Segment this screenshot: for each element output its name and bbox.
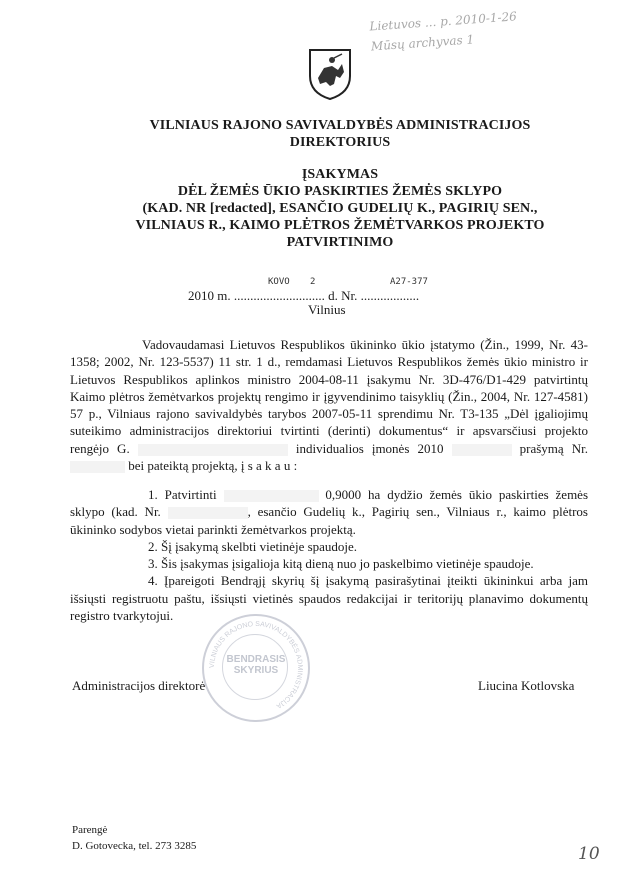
item-1-text: 1. Patvirtinti [148, 487, 217, 502]
stamped-month: KOVO [268, 277, 290, 287]
coat-of-arms-icon [306, 48, 354, 100]
order-items [70, 486, 588, 624]
prepared-contact: D. Gotovecka, tel. 273 3285 [72, 840, 197, 852]
preamble-text: Vadovaudamasi Lietuvos Respublikos ūkininko ūkio įstatymo (Žin., 1999, Nr. 43-1358; 2002, Nr. 123-5537) 11 str. 1 d., remdamasi Lietuvos Respublikos žemės ūkio ministro ir Lietuvos Respublikos aplinkos ministro 2004-08-11 įsakymu Nr. 3D-476/D1-429 patvirtintų Kaimo plėtros žemėtvarkos projektų rengimo ir įgyvendinimo taisyklių (Žin., 2004, Nr. 127-4581) 57 p., Vilniaus rajono savivaldybės tarybos 2007-05-11 sprendimu Nr. T3-135 „Dėl įgaliojimų suteikimo administracijos direktoriui tvirtinti (derinti) dokumentus“ ir apsvarsčiusi projekto rengėjo G. [70, 337, 588, 456]
stamp-line-2: SKYRIUS [233, 665, 279, 676]
date-number-line [150, 277, 510, 315]
stamp-ring-text: VILNIAUS RAJONO SAVIVALDYBĖS ADMINISTRACIJA [208, 620, 304, 710]
preamble-text-3: prašymą Nr. [519, 440, 588, 456]
corner-note-line-1: Lietuvos ... p. 2010-1-26 [369, 9, 518, 34]
issuer-header [60, 117, 618, 151]
date-line-text: 2010 m. ............................ d. Nr. .................. [188, 288, 420, 303]
redacted-block [138, 444, 288, 456]
item-1-text-2: 0,9000 ha dydžio žemės ūkio paskirties žemės sklypo (kad. Nr. [70, 487, 589, 520]
stamp-line-1: BENDRASIS [226, 654, 286, 665]
title-line-1: ĮSAKYMAS [301, 167, 379, 182]
prepared-by [72, 822, 196, 854]
stamp-center-text [218, 654, 294, 676]
title-line-4: VILNIAUS R., KAIMO PLĖTROS ŽEMĖTVARKOS PROJEKTO [135, 218, 545, 233]
title-line-5: PATVIRTINIMO [286, 235, 394, 250]
signatory-name: Liucina Kotlovska [478, 678, 575, 693]
office-stamp [202, 614, 310, 722]
handwritten-page-number: 10 [578, 844, 600, 864]
preamble-text-4: bei pateiktą projektą, į s a k a u : [128, 458, 298, 474]
order-item-3: 3. Šis įsakymas įsigalioja kitą dieną nuo jo paskelbimo vietinėje spaudoje. [148, 556, 534, 572]
stamped-number: A27-377 [390, 277, 428, 287]
item-1-text-3: , esančio Gudelių k., Pagirių sen., Vilniaus r., kaimo plėtros ūkininko sodybos vietai parinkti žemėtvarkos projektą. [70, 504, 588, 537]
redacted-block [168, 507, 248, 519]
prepared-label: Parengė [72, 824, 108, 836]
redacted-block [70, 461, 125, 473]
order-item-4: 4. Įpareigoti Bendrąjį skyrių šį įsakymą pasirašytinai įteikti ūkininkui arba jam išsiųsti registruotu paštu, išsiųsti vietinės spaudos redakcijai ir teritorijų planavimo dokumentų registro tvarkytojui. [70, 573, 588, 624]
document-title [60, 166, 618, 251]
place: Vilnius [308, 302, 346, 317]
preamble-text-2: individualios įmonės 2010 [295, 440, 444, 456]
title-line-3: (KAD. NR [redacted], ESANČIO GUDELIŲ K., PAGIRIŲ SEN., [142, 201, 538, 216]
issuer-line-1: VILNIAUS RAJONO SAVIVALDYBĖS ADMINISTRACIJOS [149, 118, 531, 133]
stamped-day: 2 [310, 277, 316, 287]
preamble-paragraph [70, 336, 588, 474]
handwritten-corner-note [369, 0, 616, 58]
redacted-block [224, 490, 319, 502]
signatory-title: Administracijos direktorė [72, 678, 206, 693]
title-line-2: DĖL ŽEMĖS ŪKIO PASKIRTIES ŽEMĖS SKLYPO [177, 184, 503, 199]
redacted-block [452, 444, 512, 456]
corner-note-line-2: Mūsų archyvas 1 [370, 32, 475, 54]
order-item-2: 2. Šį įsakymą skelbti vietinėje spaudoje. [148, 538, 358, 554]
issuer-line-2: DIREKTORIUS [289, 135, 391, 150]
order-item-1 [70, 486, 588, 538]
